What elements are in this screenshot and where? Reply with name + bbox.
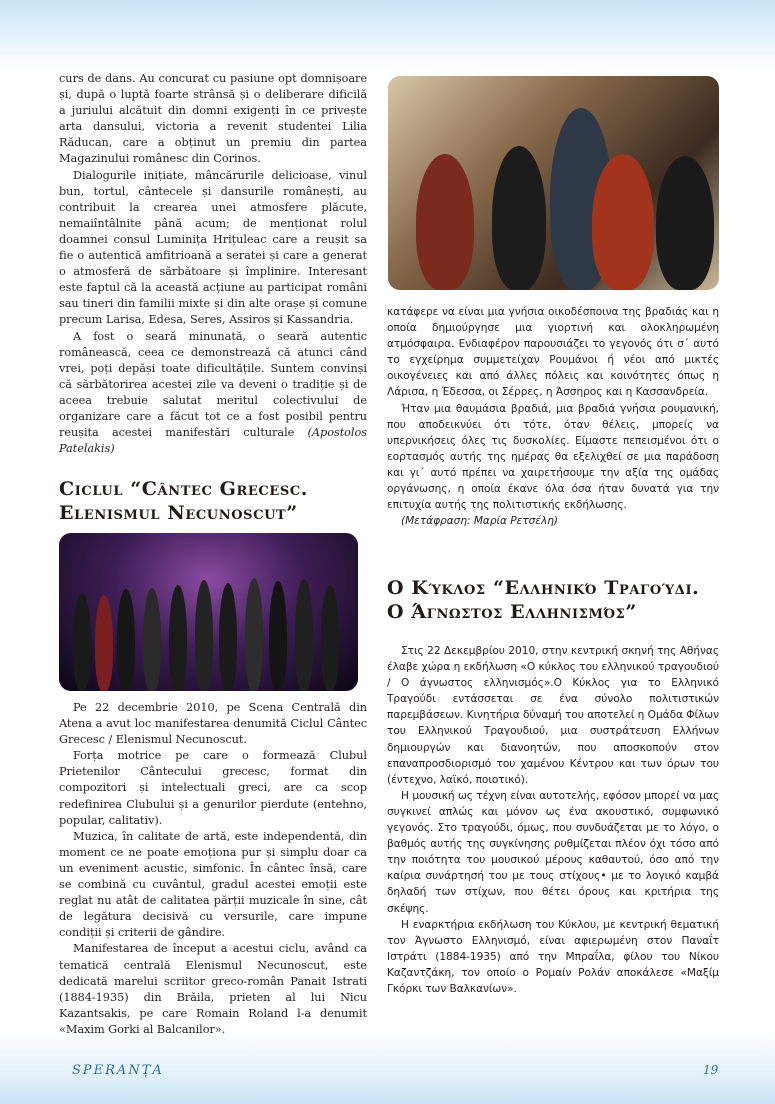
romanian-section-heading-line-1: Ciclul “Cântec Grecesc. — [59, 478, 308, 500]
left-paragraph-3-text: A fost o seară minunată, o seară autentic românească, ceea ce demonstrează că atunci când vrei, poți depăși toate dificultățile. Suntem convinși că sărbătorirea acestei zile va deveni o tradiție și de aceea trebuie salutat meritul colectivului de organizare care a făcut tot ce a fost posibil pentru reușita acestei manifestări culturale — [59, 329, 367, 440]
left-paragraph-4: Pe 22 decembrie 2010, pe Scena Centrală din Atena a avut loc manifestarea denumită Ciclul Cântec Grecesc / Elenismul Necunoscut. — [59, 701, 367, 747]
concert-stage-photo — [59, 533, 358, 691]
left-paragraph-6: Muzica, în calitate de artă, este independentă, din moment ce ne poate emoționa pur și simplu doar ca un eveniment acustic, simfonic. În cântec însă, care se combină cu cuvântul, gradul acestei emoții este reglat nu atât de calitatea părții muzicale în sine, cât de legătura decisivă cu versurile, care impune condiții și criterii de gândire. — [59, 829, 367, 940]
left-column-bottom-text — [59, 700, 367, 1038]
translator-signature: (Μετάφραση: Μαρία Ρετσέλη) — [401, 515, 558, 528]
greek-section-heading-line-1: Ο Κύκλος “Ελληνικό Τραγούδι. — [387, 577, 700, 599]
magazine-name: SPERANȚA — [72, 1063, 164, 1078]
right-column-bottom-text — [387, 643, 719, 997]
left-paragraph-7: Manifestarea de început a acestui ciclu, având ca tematică centrală Elenismul Necunoscut, este dedicată marelui scriitor greco-român Panait Istrati (1884-1935) din Brăila, prieten al lui Nicu Kazantsakis, pe care Romain Roland l-a denumit «Maxim Gorki al Balcanilor». — [59, 942, 367, 1036]
left-paragraph-2: Dialogurile inițiate, mâncărurile delicioase, vinul bun, tortul, cântecele și dansurile românești, au contribuit la crearea unei atmosfere plăcute, nemaiîntâlnite până acum; de menționat rolul doamnei consul Luminița Hrițuleac care a reușit sa fie o autentică amfitrioană a seratei și care a generat o atmosferă de sărbătoare și împlinire. Interesant este faptul că la această acțiune au participat români sau tineri din familii mixte și din alte orașe și comune precum Larisa, Edesa, Seres, Assiros și Kassandria. — [59, 168, 367, 327]
header-gradient-band — [0, 0, 775, 70]
left-paragraph-5: Forța motrice pe care o formează Clubul Prietenilor Cântecului grecesc, format din compozitori și intelectuali greci, are ca scop redefinirea Clubului și a genurilor pierdute (entehno, popular, calitativ). — [59, 749, 367, 827]
dinner-group-photo — [388, 76, 719, 290]
right-paragraph-5: Η εναρκτήρια εκδήλωση του Κύκλου, με κεντρική θεματική τον Άγνωστο Ελληνισμό, είναι αφιερωμένη στον Παναΐτ Ιστράτι (1884-1935) από την Μπραΐλα, φίλου του Νίκου Καζαντζάκη, τον οποίο ο Ρομαίν Ρολάν αποκάλεσε «Μαξίμ Γκόρκι των Βαλκανίων». — [387, 918, 719, 995]
right-paragraph-1: κατάφερε να είναι μια γνήσια οικοδέσποινα της βραδιάς και η οποία δημιούργησε μια γιορτινή και ολοκληρωμένη ατμόσφαιρα. Ενδιαφέρον παρουσιάζει το γεγονός ότι σ΄ αυτό το εγχείρημα συμμετείχαν Ρουμάνοι ή νέοι από μικτές οικογένειες και από άλλες πόλεις και κοινότητες όπως η Λάρισα, η Έδεσσα, οι Σέρρες, η Άσσηρος και η Κασσανδρεία. — [387, 306, 719, 399]
right-paragraph-4: Η μουσική ως τέχνη είναι αυτοτελής, εφόσον μπορεί να μας συγκινεί απλώς και μόνον ως ένα ακουστικό, συμφωνικό γεγονός. Στο τραγούδι, όμως, που συνδυάζεται με το λόγο, ο βαθμός αυτής της συγκίνησης ρυθμίζεται πλέον όχι τόσο από την ποιότητα του μουσικού μέρους καθαυτού, όσο από την καίρια συνάρτησή του με τους στίχους• με το λογικό καμβά δηλαδή των στίχων, που θέτει όρους και κριτήρια της σκέψης. — [387, 789, 719, 915]
right-paragraph-3: Στις 22 Δεκεμβρίου 2010, στην κεντρική σκηνή της Αθήνας έλαβε χώρα η εκδήλωση «Ο κύκλος του ελληνικού τραγουδιού / Ο άγνωστος ελληνισμός».Ο Κύκλος για το Ελληνικό Τραγούδι εντάσσεται σε ένα σύνολο πολιτιστικών παρεμβάσεων. Κινητήρια δύναμή του αποτελεί η Ομάδα Φίλων του Ελληνικού Τραγουδιού, μια συστράτευση Ελλήνων δημιουργών και διανοητών, που αποσκοπούν στον επαναπροσδιορισμό του χαμένου Κέντρου και των όρων του (έντεχνο, λαϊκό, ποιοτικό). — [387, 645, 719, 786]
right-column-top-text — [387, 304, 719, 529]
left-paragraph-3 — [59, 329, 367, 458]
left-column-top-text — [59, 71, 367, 457]
page-number: 19 — [703, 1063, 719, 1077]
author-signature: (Apostolos Patelakis) — [59, 426, 367, 456]
left-paragraph-1: curs de dans. Au concurat cu pasiune opt domnișoare și, după o luptă foarte strânsă și o deliberare dificilă a juriului alcătuit din domni exigenți în ce privește arta dansului, victoria a revenit studentei Lilia Răducan, care a obținut un premiu din partea Magazinului românesc din Corinos. — [59, 72, 367, 166]
right-paragraph-2: Ήταν μια θαυμάσια βραδιά, μια βραδιά γνήσια ρουμανική, που αποδεικνύει ότι τότε, όταν θέλεις, μπορείς να υπερνικήσεις όλες τις δυσκολίες. Είμαστε πεπεισμένοι ότι ο εορτασμός αυτής της ημέρας θα εξελιχθεί σε μια παράδοση και γι΄ αυτό πρέπει να χαιρετήσουμε την αξία της ομάδας οργάνωσης, η οποία έκανε όλα όσα ήταν δυνατά για την επιτυχία αυτής της πολιτιστικής εκδήλωσης. — [387, 402, 719, 512]
greek-section-heading-line-2: Ο Άγνωστος Ελληνισμός” — [387, 601, 637, 623]
romanian-section-heading-line-2: Elenismul Necunoscut” — [59, 502, 298, 524]
